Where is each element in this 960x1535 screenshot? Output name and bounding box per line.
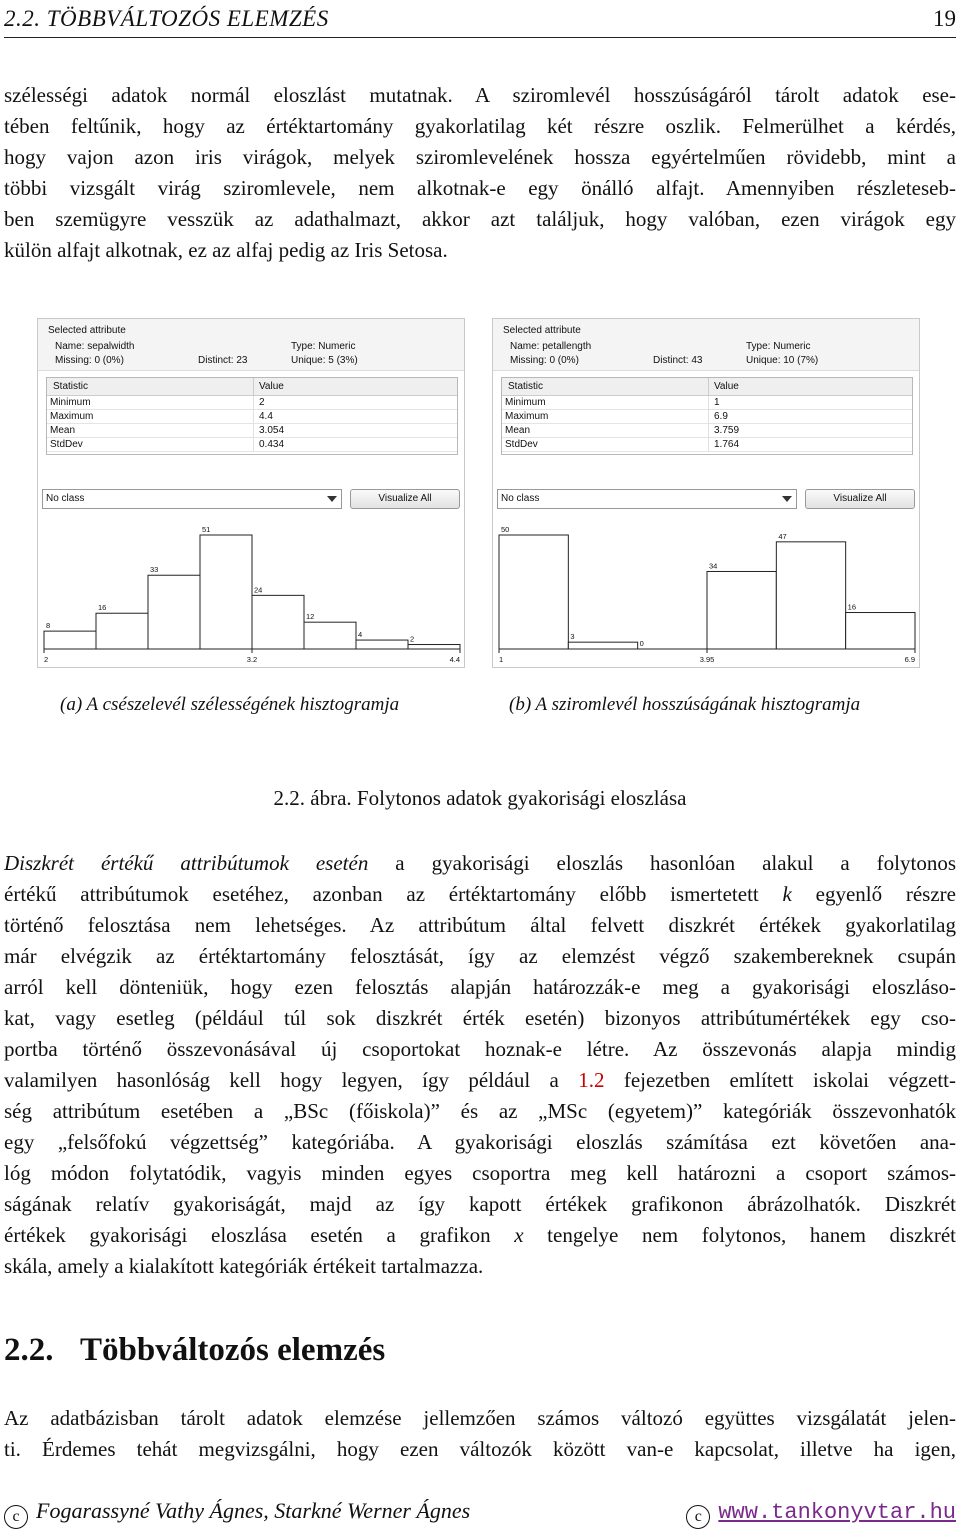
- text-line: lóg módon folytatódik, vagyis minden egyes csoportra meg kell határozni a csoport számos-: [4, 1161, 956, 1185]
- attribute-missing: Missing: 0 (0%): [510, 355, 579, 366]
- bar-count-label: 33: [150, 565, 159, 575]
- attribute-missing: Missing: 0 (0%): [55, 355, 124, 366]
- histogram-bar: [568, 642, 637, 649]
- section-title: Többváltozós elemzés: [80, 1332, 386, 1368]
- column-header-statistic: Statistic: [508, 381, 544, 392]
- class-dropdown[interactable]: [497, 489, 797, 509]
- copyright-icon: c: [686, 1505, 710, 1529]
- section-heading: [4, 1332, 385, 1369]
- text-run: egyenlő részre: [791, 882, 956, 906]
- bar-count-label: 12: [306, 612, 315, 622]
- authors-text: Fogarassyné Vathy Ágnes, Starkné Werner Ágnes: [36, 1498, 471, 1523]
- bar-count-label: 16: [847, 602, 857, 612]
- text-line: Az adatbázisban tárolt adatok elemzése jellemzően számos változó együttes vizsgálatát jelen-: [4, 1406, 956, 1430]
- class-dropdown[interactable]: [42, 489, 342, 509]
- column-header-value: Value: [714, 381, 739, 392]
- attribute-type: Type: Numeric: [746, 341, 811, 352]
- stat-value: 3.054: [259, 425, 285, 436]
- stat-name: Minimum: [505, 397, 546, 408]
- bar-count-label: 50: [501, 525, 510, 534]
- x-tick-label: 4.4: [449, 655, 460, 664]
- text-line: ságának relatív gyakoriságát, majd az így kapott értékek grafikonon ábrázolhatók. Diszkrét: [4, 1192, 956, 1216]
- copyright-icon: c: [4, 1505, 28, 1529]
- histogram-bar: [846, 613, 915, 649]
- chapter-reference-link[interactable]: 1.2: [578, 1068, 605, 1092]
- text-run: valamilyen hasonlóság kell hogy legyen, így például a: [4, 1068, 579, 1092]
- bar-count-label: 8: [46, 621, 51, 631]
- text-line: skála, amely a kialakított kategóriák értékeit tartalmazza.: [4, 1254, 484, 1278]
- selected-attribute-box: [493, 319, 919, 371]
- subfigure-caption-a: (a) A csészelevél szélességének hisztogramja: [60, 694, 400, 715]
- stat-value: 3.759: [714, 425, 740, 436]
- footer-site: [686, 1498, 956, 1529]
- bar-count-label: 0: [639, 639, 644, 648]
- stat-value: 2: [259, 397, 265, 408]
- column-header-statistic: Statistic: [53, 381, 89, 392]
- chevron-down-icon: [782, 496, 792, 502]
- attribute-distinct: Distinct: 43: [653, 355, 703, 366]
- selected-attribute-label: Selected attribute: [48, 325, 126, 336]
- stat-name: StdDev: [505, 439, 538, 450]
- statistics-table: [46, 377, 458, 455]
- text-line: egy „felsőfokú végzettség” kategóriába. A gyakorisági eloszlás számítása ezt követően ana-: [4, 1130, 956, 1154]
- text-line: arról kell dönteniük, hogy ezen felosztás alapján határozzák-e meg a gyakorisági eloszláso-: [4, 975, 956, 999]
- site-link[interactable]: www.tankonyvtar.hu: [718, 1500, 956, 1525]
- bar-count-label: 34: [709, 561, 718, 571]
- table-row[interactable]: [47, 396, 457, 410]
- bar-count-label: 47: [778, 531, 787, 541]
- paragraph-intro: [4, 80, 956, 266]
- page-footer: [4, 1496, 956, 1530]
- footer-authors: [4, 1498, 470, 1529]
- text-run: értékek gyakorisági eloszlása esetén a grafikon: [4, 1223, 515, 1247]
- bar-count-label: 4: [358, 630, 363, 640]
- x-tick-label: 1: [499, 655, 504, 664]
- weka-panel-petallength: [492, 318, 920, 668]
- text-line: már elvégzik az értéktartomány felosztását, így az elemzést végző szakembereknek csupán: [4, 944, 956, 968]
- text-line: kat, vagy esetleg (például túl sok diszkrét érték esetén) bizonyos attribútumértékek egy cso-: [4, 1006, 956, 1030]
- text-line: tében feltűnik, hogy az értéktartomány gyakorlatilag két részre oszlik. Felmerülhet a kérdés,: [4, 114, 956, 138]
- table-row[interactable]: [502, 424, 912, 438]
- text-line: hogy vajon azon iris virágok, melyek sziromlevelének hossza egyértelműen rövidebb, mint a: [4, 145, 956, 169]
- visualize-all-button[interactable]: Visualize All: [805, 489, 915, 509]
- subfigure-caption-b: (b) A sziromlevél hosszúságának hisztogramja: [509, 694, 861, 715]
- histogram-bar: [200, 535, 252, 649]
- table-header: [502, 378, 912, 396]
- text-line: [4, 1065, 956, 1096]
- text-run: fejezetben említett iskolai végzett-: [604, 1068, 956, 1092]
- stat-value: 1: [714, 397, 720, 408]
- attribute-unique: Unique: 5 (3%): [291, 355, 358, 366]
- weka-panel-sepalwidth: [37, 318, 465, 668]
- attribute-name: Name: sepalwidth: [55, 341, 135, 352]
- stat-name: Maximum: [505, 411, 549, 422]
- stat-name: Mean: [50, 425, 76, 436]
- histogram-bar: [252, 595, 304, 649]
- attribute-type: Type: Numeric: [291, 341, 356, 352]
- stat-value: 6.9: [714, 411, 728, 422]
- section-number: 2.2.: [4, 1332, 54, 1368]
- selected-attribute-box: [38, 319, 464, 371]
- table-row[interactable]: [47, 424, 457, 438]
- math-k: k: [782, 882, 792, 906]
- text-line: portba történő összevonásával új csoportokat hoznak-e létre. Az összevonás alapja mindig: [4, 1037, 956, 1061]
- text-line: ti. Érdemes tehát megvizsgálni, hogy ezen változók között van-e kapcsolat, illetve ha igen,: [4, 1437, 956, 1461]
- chevron-down-icon: [327, 496, 337, 502]
- stat-value: 0.434: [259, 439, 285, 450]
- table-row[interactable]: [47, 438, 457, 452]
- histogram-sepalwidth: [38, 515, 466, 669]
- table-row[interactable]: [502, 438, 912, 452]
- table-row[interactable]: [502, 410, 912, 424]
- page-number: 19: [933, 6, 956, 31]
- class-dropdown-value: No class: [46, 493, 85, 504]
- table-row[interactable]: [47, 410, 457, 424]
- text-line: történő felosztása nem lehetséges. Az attribútum által felvett diszkrét értékek gyakorlatilag: [4, 913, 956, 937]
- text-line: külön alfajt alkotnak, ez az alfaj pedig az Iris Setosa.: [4, 238, 448, 262]
- class-dropdown-value: No class: [501, 493, 540, 504]
- header-section-title: 2.2. TÖBBVÁLTOZÓS ELEMZÉS: [4, 6, 329, 31]
- stat-name: Minimum: [50, 397, 91, 408]
- histogram-bar: [304, 622, 356, 649]
- stat-name: Maximum: [50, 411, 94, 422]
- stat-name: StdDev: [50, 439, 83, 450]
- text-run: a gyakorisági eloszlás hasonlóan alakul a folytonos: [368, 851, 957, 875]
- text-line: ség attribútum esetében a „BSc (főiskola)” és az „MSc (egyetem)” kategóriák összevonhatók: [4, 1099, 956, 1123]
- text-line: többi vizsgált virág sziromlevele, nem alkotnak-e egy önálló alfajt. Amennyiben részleteseb-: [4, 176, 956, 200]
- text-line: [4, 848, 956, 879]
- x-tick-label: 3.95: [699, 655, 715, 664]
- bar-count-label: 16: [98, 603, 107, 613]
- text-run: értékű attribútumok esetéhez, azonban az értéktartomány előbb ismertetett: [4, 882, 783, 906]
- text-line: ben szemügyre vesszük az adathalmazt, akkor azt találjuk, hogy valóban, ezen virágok egy: [4, 207, 956, 231]
- histogram-bar: [499, 535, 568, 649]
- bar-count-label: 51: [202, 525, 211, 534]
- histogram-bar: [776, 542, 845, 649]
- histogram-bar: [408, 645, 460, 649]
- statistics-table: [501, 377, 913, 455]
- math-x: x: [514, 1223, 524, 1247]
- selected-attribute-label: Selected attribute: [503, 325, 581, 336]
- attribute-name: Name: petallength: [510, 341, 592, 352]
- stat-name: Mean: [505, 425, 531, 436]
- histogram-bar: [44, 631, 96, 649]
- stat-value: 4.4: [259, 411, 273, 422]
- x-tick-label: 2: [44, 655, 49, 664]
- x-tick-label: 6.9: [904, 655, 915, 664]
- bar-count-label: 2: [410, 634, 415, 644]
- figure-title: 2.2. ábra. Folytonos adatok gyakorisági eloszlása: [273, 786, 687, 810]
- attribute-distinct: Distinct: 23: [198, 355, 248, 366]
- histogram-bar: [96, 613, 148, 649]
- bar-count-label: 24: [254, 585, 263, 595]
- histogram-bar: [356, 640, 408, 649]
- stat-value: 1.764: [714, 439, 740, 450]
- histogram-bar: [148, 575, 200, 649]
- x-tick-label: 3.2: [246, 655, 258, 664]
- visualize-all-button[interactable]: Visualize All: [350, 489, 460, 509]
- table-header: [47, 378, 457, 396]
- paragraph-multivariate: [4, 1403, 956, 1465]
- histogram-bar: [707, 571, 776, 649]
- text-line: [4, 879, 956, 910]
- italic-term: Diszkrét értékű attribútumok esetén: [4, 851, 369, 875]
- histogram-petallength: [493, 515, 921, 669]
- paragraph-discrete: [4, 848, 956, 1282]
- running-header: [4, 2, 956, 38]
- text-run: tengelye nem folytonos, hanem diszkrét: [523, 1223, 956, 1247]
- table-row[interactable]: [502, 396, 912, 410]
- text-line: [4, 1220, 956, 1251]
- text-line: szélességi adatok normál eloszlást mutatnak. A sziromlevél hosszúságáról tárolt adatok ese-: [4, 83, 956, 107]
- column-header-value: Value: [259, 381, 284, 392]
- bar-count-label: 3: [570, 632, 575, 642]
- attribute-unique: Unique: 10 (7%): [746, 355, 819, 366]
